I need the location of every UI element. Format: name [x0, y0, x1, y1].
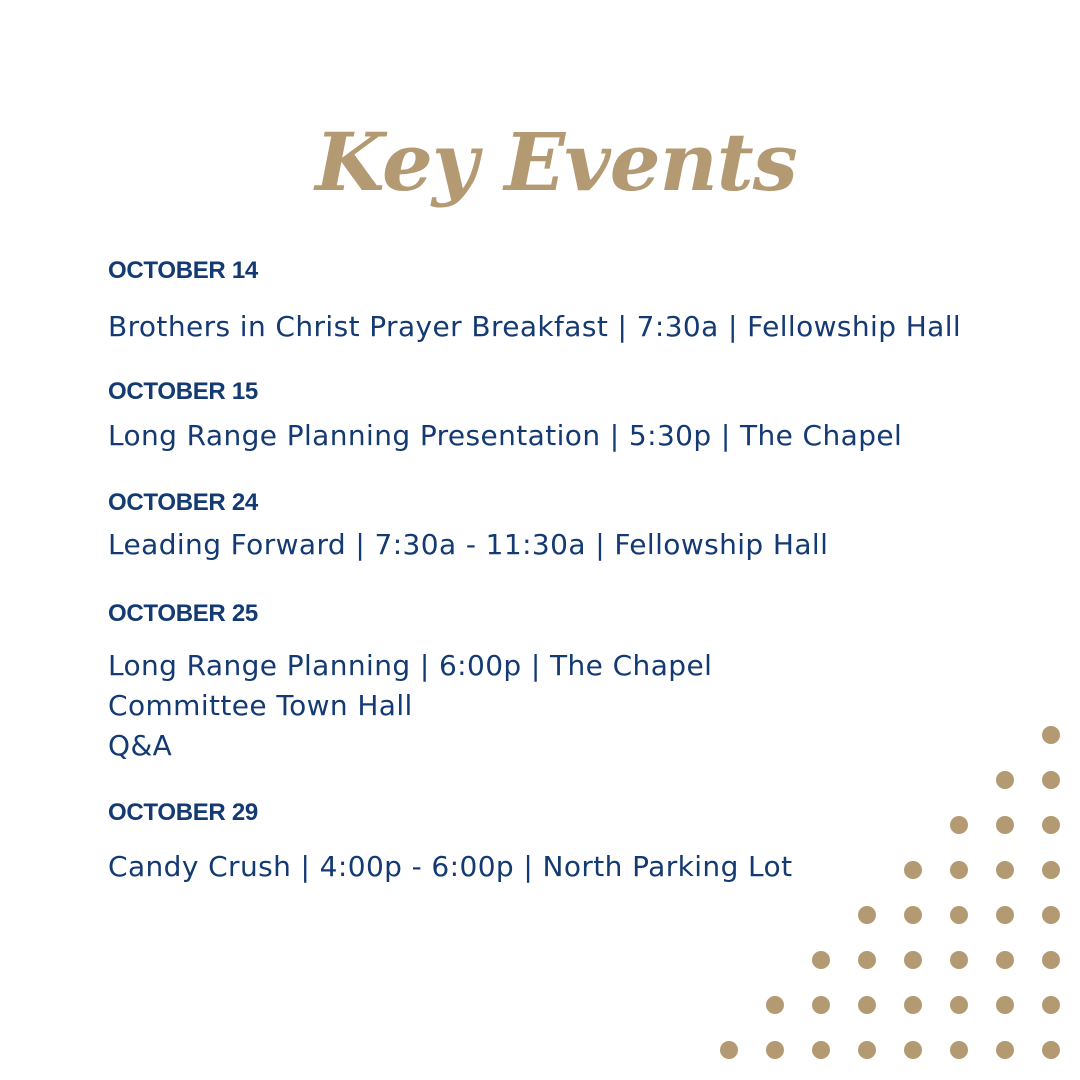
event-detail-line: Brothers in Christ Prayer Breakfast | 7:30a | Fellowship Hall: [108, 310, 962, 343]
decorative-dot: [858, 1041, 876, 1059]
event-detail-line: Leading Forward | 7:30a - 11:30a | Fellowship Hall: [108, 528, 829, 561]
decorative-dot: [858, 996, 876, 1014]
decorative-dot: [950, 996, 968, 1014]
event-details: [108, 416, 1048, 456]
decorative-dot: [858, 951, 876, 969]
decorative-dot: [1042, 906, 1060, 924]
decorative-dot: [950, 906, 968, 924]
decorative-dot: [950, 1041, 968, 1059]
decorative-dot: [996, 1041, 1014, 1059]
decorative-dot: [1042, 1041, 1060, 1059]
event-october-24: [108, 489, 1048, 565]
decorative-dot: [766, 996, 784, 1014]
event-october-15: [108, 378, 1048, 456]
event-details: [108, 307, 1048, 347]
decorative-dot: [812, 951, 830, 969]
decorative-dot: [996, 951, 1014, 969]
event-detail-line: Candy Crush | 4:00p - 6:00p | North Parking Lot: [108, 850, 793, 883]
decorative-dot: [996, 906, 1014, 924]
decorative-dot: [904, 1041, 922, 1059]
event-details: [108, 847, 1048, 887]
event-detail-line: Q&A: [108, 729, 173, 762]
decorative-dot: [904, 951, 922, 969]
event-details: [108, 525, 1048, 565]
decorative-dot: [996, 996, 1014, 1014]
event-details: [108, 646, 1048, 766]
decorative-dot: [858, 906, 876, 924]
event-october-14: [108, 257, 1048, 347]
event-date: OCTOBER 25: [108, 600, 258, 627]
event-october-25: [108, 600, 1048, 766]
decorative-dot: [904, 996, 922, 1014]
decorative-dot: [996, 771, 1014, 789]
event-october-29: [108, 799, 1048, 887]
event-date: OCTOBER 24: [108, 489, 258, 516]
decorative-dot: [720, 1041, 738, 1059]
decorative-dot: [812, 996, 830, 1014]
page-title: Key Events: [315, 115, 797, 209]
event-detail-line: Long Range Planning Presentation | 5:30p | The Chapel: [108, 419, 903, 452]
event-detail-line: Committee Town Hall: [108, 689, 413, 722]
decorative-dot: [812, 1041, 830, 1059]
event-detail-line: Long Range Planning | 6:00p | The Chapel: [108, 649, 713, 682]
decorative-dot: [766, 1041, 784, 1059]
event-date: OCTOBER 29: [108, 799, 258, 826]
decorative-dot: [950, 951, 968, 969]
decorative-dot: [1042, 771, 1060, 789]
decorative-dot: [904, 906, 922, 924]
event-date: OCTOBER 14: [108, 257, 258, 284]
event-date: OCTOBER 15: [108, 378, 258, 405]
decorative-dot: [1042, 996, 1060, 1014]
decorative-dot: [1042, 951, 1060, 969]
